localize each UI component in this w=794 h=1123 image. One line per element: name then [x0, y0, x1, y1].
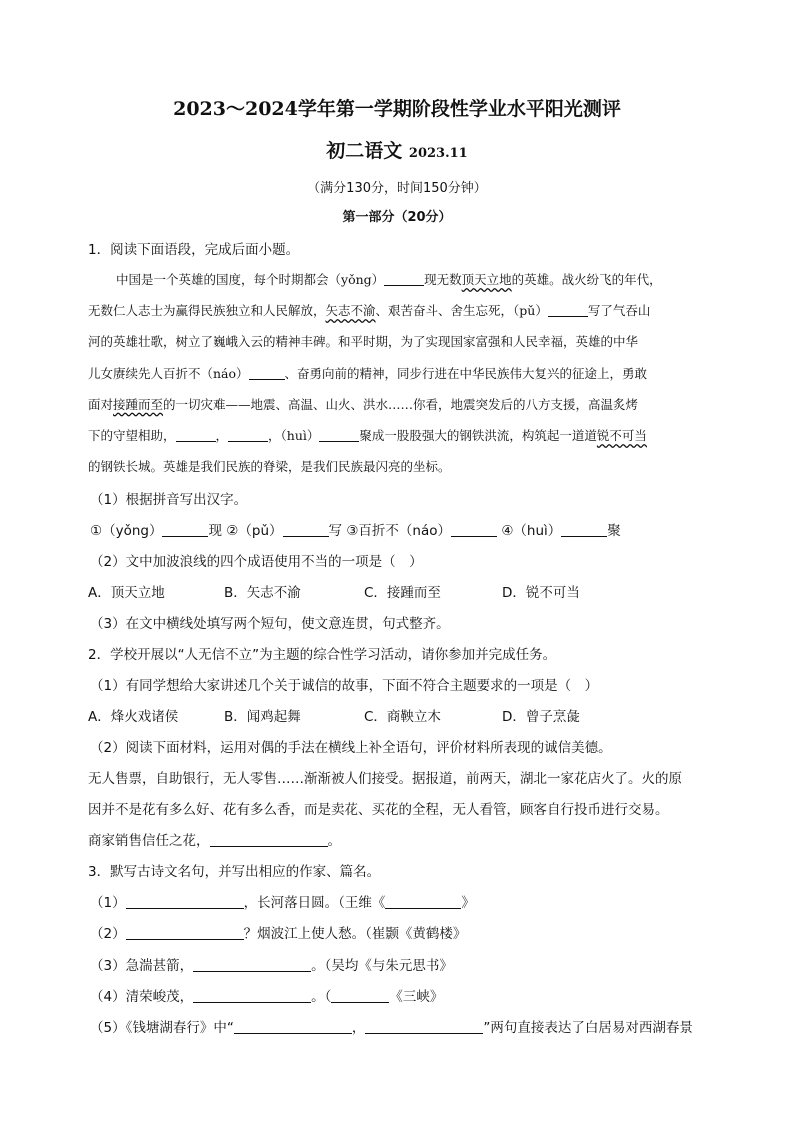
recite-text: （2）: [90, 926, 126, 942]
part-heading: 第一部分（20分）: [342, 210, 452, 225]
recite-text: 。（: [311, 989, 332, 1005]
option-a[interactable]: A．烽火戏诸侯: [88, 709, 179, 725]
recite-text: 《三峡》: [389, 989, 444, 1005]
idiom-wavy: 接踵而至: [113, 396, 164, 412]
passage-text: 的英雄。战火纷飞的年代，: [511, 272, 662, 287]
fill-blank[interactable]: [283, 523, 329, 538]
fill-blank[interactable]: [384, 273, 424, 287]
fill-blank[interactable]: [176, 429, 216, 443]
answer-blank[interactable]: [385, 895, 461, 910]
idiom-wavy: 顶天立地: [461, 272, 512, 287]
pinyin-fill-row: [90, 519, 621, 539]
passage-text: 写了气吞山: [587, 303, 651, 319]
option-d[interactable]: D．锐不可当: [502, 585, 580, 601]
question-3-stem: 3．默写古诗文名句，并写出相应的作家、篇名。: [88, 864, 381, 880]
passage-text: 聚成一股股强大的钢铁洪流，构筑起一道道: [359, 428, 597, 444]
answer-blank[interactable]: [365, 1020, 483, 1035]
fill-blank[interactable]: [162, 523, 208, 538]
recite-line-3: [90, 954, 453, 974]
passage-text: 中国是一个英雄的国度，每个时期都会（yǒng）: [116, 272, 385, 287]
question-1-passage: [88, 264, 713, 482]
recite-text: （3）急湍甚箭，: [90, 958, 194, 974]
passage-text: ，: [215, 428, 229, 444]
question-2-sub1: （1）有同学想给大家讲述几个关于诚信的故事，下面不符合主题要求的一项是（ ）: [90, 678, 599, 694]
material-line: 因并不是花有多么好、花有多么香，而是卖花、买花的全程，无人看管，顾客自行投币进行交易。: [88, 802, 669, 818]
option-c[interactable]: C．接踵而至: [364, 585, 441, 601]
recite-text: ，: [351, 1020, 366, 1036]
fill-label: 现: [208, 523, 222, 539]
fill-blank[interactable]: [228, 429, 268, 443]
material-text: 商家销售信任之花，: [88, 833, 210, 849]
fill-label: ②（pǔ）: [226, 523, 283, 539]
question-2-sub2: （2）阅读下面材料，运用对偶的手法在横线上补全语句，评价材料所表现的诚信美德。: [90, 740, 612, 756]
option-b[interactable]: B．闻鸡起舞: [224, 709, 301, 725]
exam-title: 2023～2024学年第一学期阶段性学业水平阳光测评: [173, 98, 621, 120]
recite-text: ？烟波江上使人愁。（崔颢《黄鹤楼》: [243, 926, 467, 942]
recite-text: 》: [461, 895, 475, 911]
material-text: 。: [327, 833, 341, 849]
option-a[interactable]: A．顶天立地: [88, 585, 165, 601]
idiom-wavy: 矢志不渝: [325, 303, 376, 319]
passage-text: 、奋勇向前的精神，同步行进在中华民族伟大复兴的征途上，勇敢: [284, 365, 648, 381]
question-1-sub2: （2）文中加波浪线的四个成语使用不当的一项是（ ）: [90, 554, 423, 570]
question-1-sub1: （1）根据拼音写出汉字。: [90, 492, 248, 508]
recite-text: ”两句直接表达了白居易对西湖春景: [483, 1020, 693, 1036]
recite-text: （1）: [90, 895, 126, 911]
passage-text: 、艰苦奋斗、舍生忘死，（pǔ）: [375, 303, 548, 319]
recite-line-1: [90, 891, 475, 911]
exam-date: 2023.11: [408, 146, 468, 161]
fill-label: 聚: [607, 523, 621, 539]
fill-label: ③百折不（náo）: [346, 523, 452, 539]
recite-text: （5）《钱塘湖春行》中“: [90, 1020, 234, 1036]
recite-text: 。（吴均《与朱元思书》: [311, 958, 453, 974]
material-answer-line: [88, 829, 341, 849]
answer-blank[interactable]: [193, 958, 311, 973]
recite-line-5: [90, 1016, 693, 1036]
fill-blank[interactable]: [548, 304, 588, 318]
idiom-wavy: 锐不可当: [596, 428, 647, 444]
passage-text: 下的守望相助，: [88, 428, 176, 444]
answer-blank[interactable]: [193, 989, 311, 1004]
recite-line-2: [90, 922, 466, 942]
recite-text: （4）清荣峻茂，: [90, 989, 194, 1005]
fill-blank[interactable]: [249, 366, 285, 380]
score-time-note: （满分130分，时间150分钟）: [307, 181, 487, 196]
fill-blank[interactable]: [451, 523, 497, 538]
answer-blank[interactable]: [126, 895, 244, 910]
passage-text: 现无数: [424, 272, 462, 287]
fill-label: 写: [328, 523, 343, 539]
question-1-stem: 1．阅读下面语段，完成后面小题。: [88, 242, 300, 258]
fill-blank[interactable]: [561, 523, 607, 538]
answer-blank[interactable]: [234, 1020, 352, 1035]
recite-text: ，长河落日圆。（王维《: [243, 895, 386, 911]
passage-text: 面对: [88, 396, 114, 412]
exam-subtitle: [0, 136, 794, 163]
subject-label: 初二语文: [326, 140, 403, 162]
question-2-stem: 2．学校开展以“人无信不立”为主题的综合性学习活动，请你参加并完成任务。: [88, 647, 557, 663]
option-d[interactable]: D．曾子烹彘: [502, 709, 580, 725]
answer-blank[interactable]: [331, 989, 389, 1004]
fill-label: ①（yǒng）: [90, 523, 163, 539]
answer-blank[interactable]: [210, 833, 328, 848]
passage-text: ，（huì）: [268, 428, 320, 444]
fill-label: ④（huì）: [501, 523, 562, 539]
passage-text: 儿女赓续先人百折不（náo）: [88, 365, 249, 381]
passage-text: 河的英雄壮歌，树立了巍峨入云的精神丰碑。和平时期，为了实现国家富强和人民幸福，英雄的中华: [88, 334, 639, 350]
material-line: 无人售票，自助银行，无人零售……渐渐被人们接受。据报道，前两天，湖北一家花店火了。火的原: [88, 771, 682, 787]
passage-text: 的一切灾难——地震、高温、山火、洪水……你看，地震突发后的八方支援，高温炙烤: [163, 396, 639, 412]
question-1-sub3: （3）在文中横线处填写两个短句，使文意连贯，句式整齐。: [90, 616, 450, 632]
answer-blank[interactable]: [126, 926, 244, 941]
fill-blank[interactable]: [319, 429, 359, 443]
recite-line-4: [90, 985, 443, 1005]
option-c[interactable]: C．商鞅立木: [364, 709, 441, 725]
passage-text: 无数仁人志士为赢得民族独立和人民解放，: [88, 303, 326, 319]
option-b[interactable]: B．矢志不渝: [224, 585, 301, 601]
passage-text: 的钢铁长城。英雄是我们民族的脊梁，是我们民族最闪亮的坐标。: [88, 459, 451, 475]
